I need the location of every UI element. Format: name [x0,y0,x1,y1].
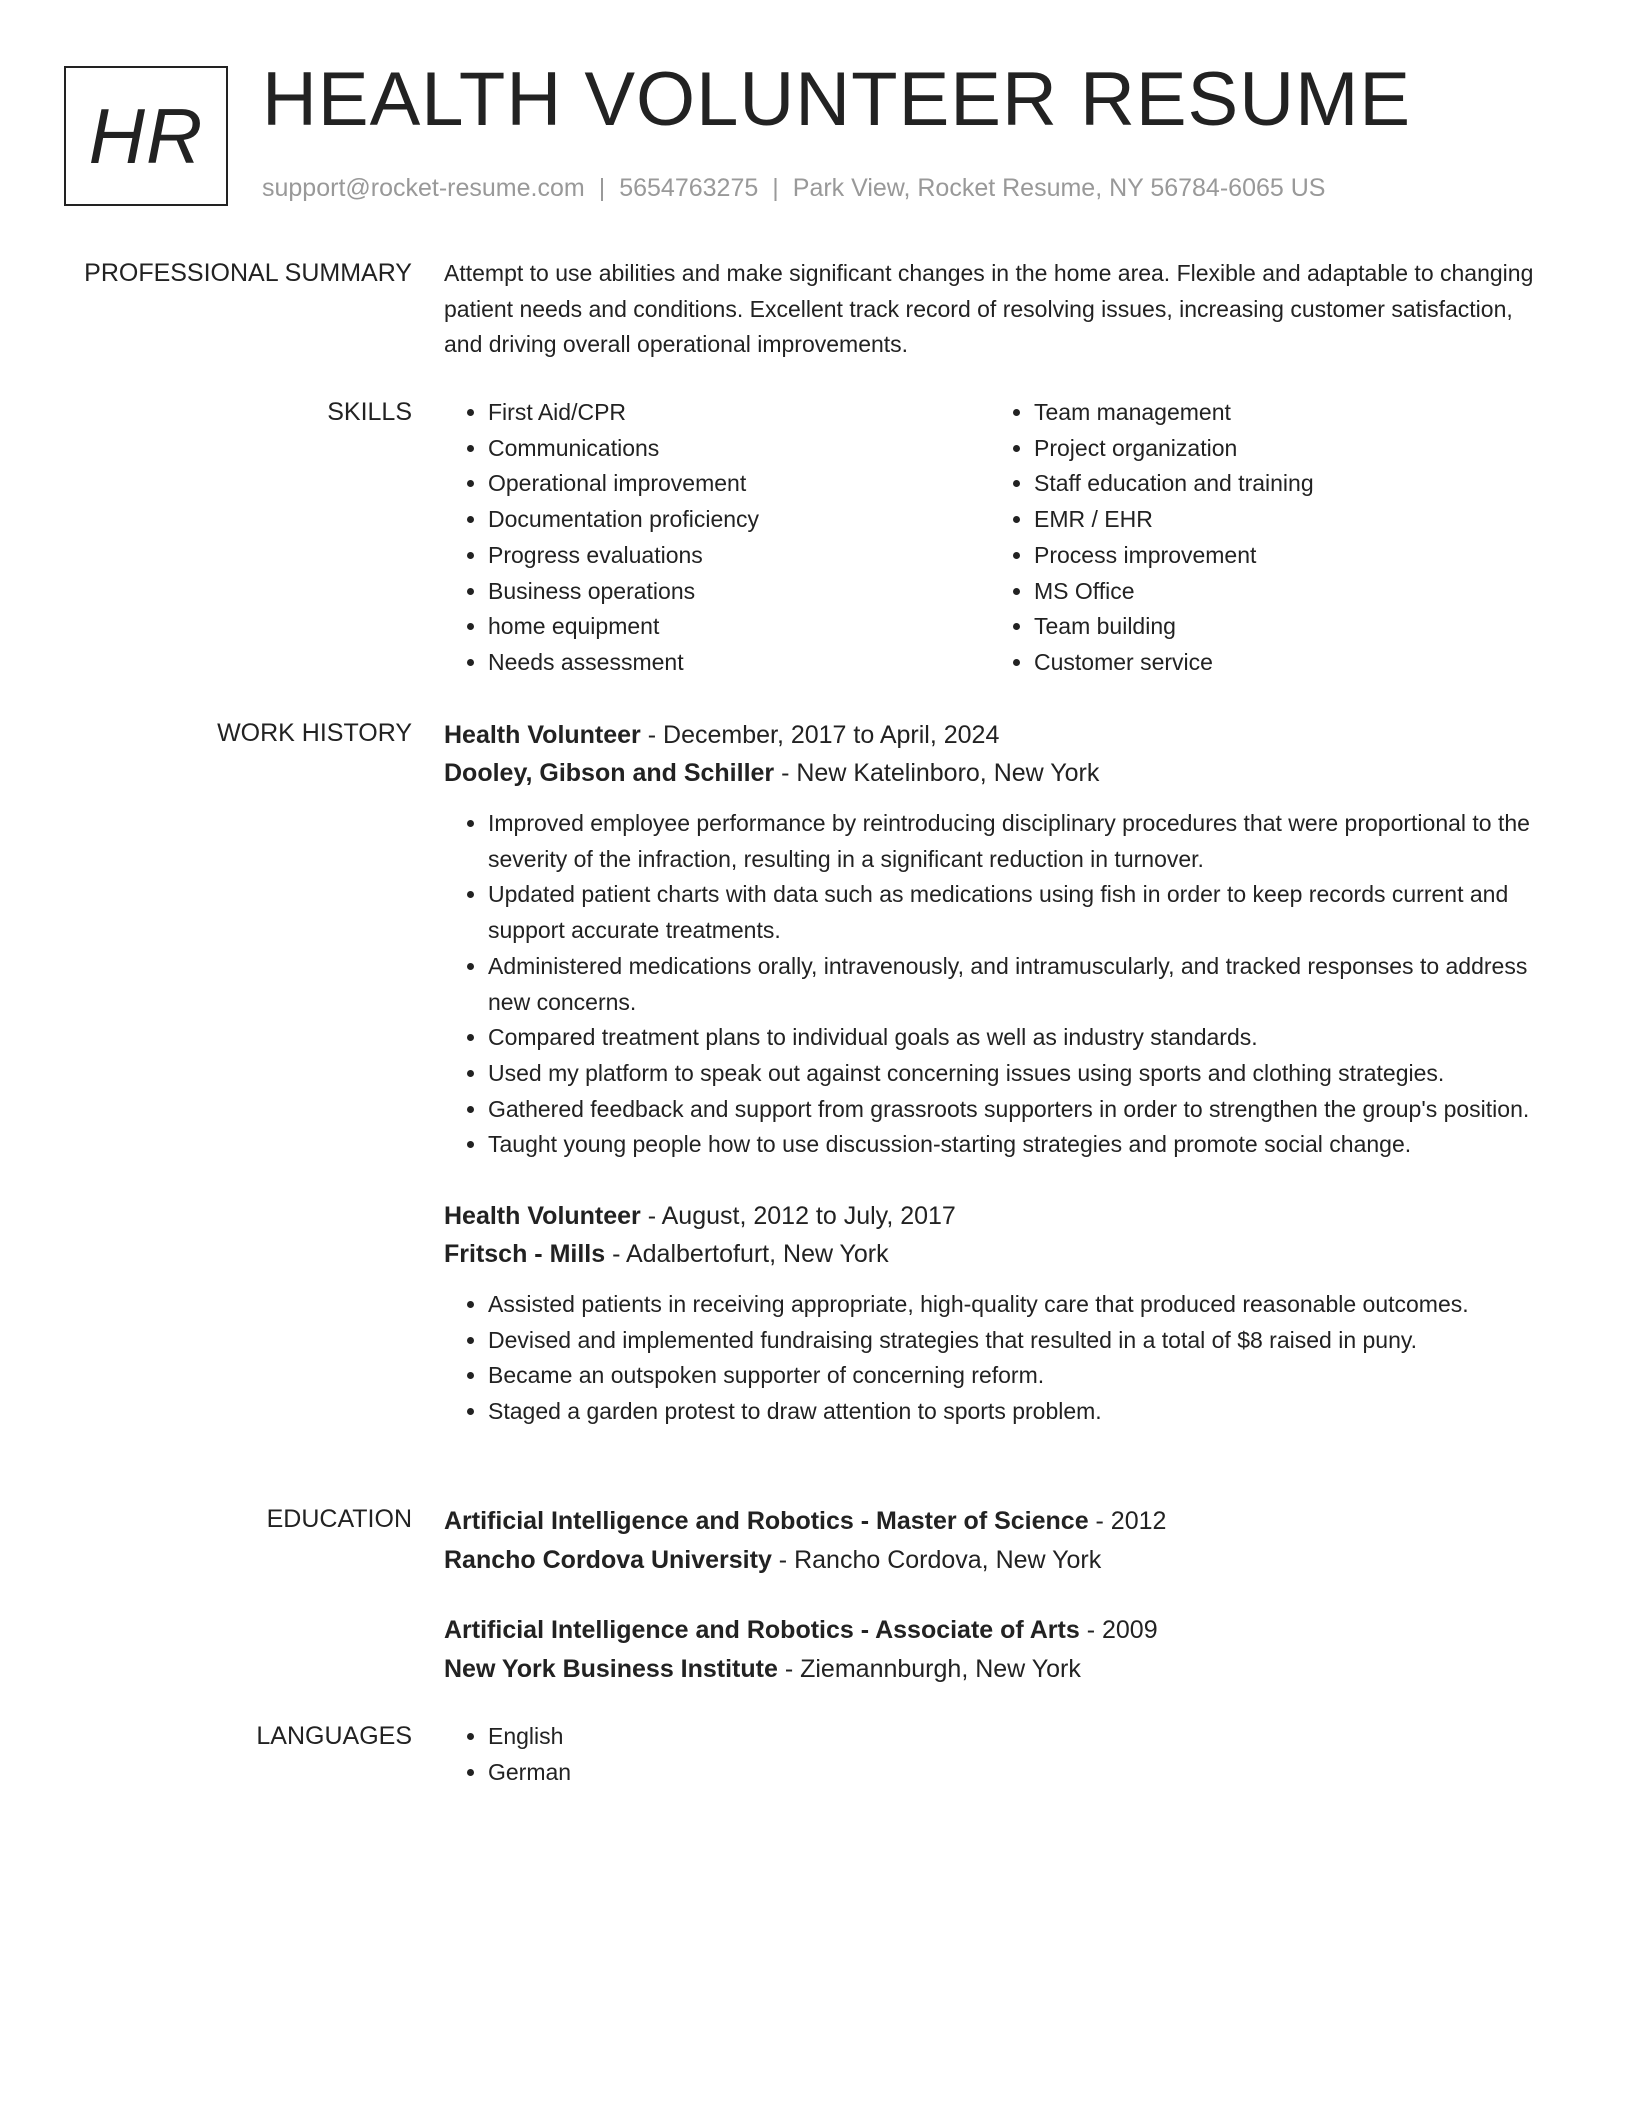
page-title: HEALTH VOLUNTEER RESUME [262,57,1412,142]
skill-item: • Customer service [1034,645,1536,681]
job-bullet: • Assisted patients in receiving appropriate, high-quality care that produced reasonable outcomes. [488,1287,1554,1323]
skill-item: • Business operations [488,574,990,610]
job-bullet: • Compared treatment plans to individual goals as well as industry standards. [488,1020,1554,1056]
job-company-line [444,1235,1554,1273]
degree-name: Artificial Intelligence and Robotics - Associate of Arts [444,1616,1080,1644]
degree-name: Artificial Intelligence and Robotics - Master of Science [444,1507,1089,1535]
job-bullet-list [444,806,1554,1163]
job-company: Dooley, Gibson and Schiller [444,759,775,787]
job-title: Health Volunteer [444,721,641,749]
skill-item: • home equipment [488,609,990,645]
contact-line [262,174,1325,203]
job-bullet: • Became an outspoken supporter of concerning reform. [488,1358,1554,1394]
job-company: Fritsch - Mills [444,1240,606,1269]
monogram-logo: HR [64,66,228,206]
job-bullet: • Staged a garden protest to draw attention to sports problem. [488,1394,1554,1430]
languages-body [444,1719,1554,1790]
skill-item: • EMR / EHR [1034,502,1536,538]
degree-line [444,1611,1554,1650]
skills-list-left [444,395,990,681]
school-name: New York Business Institute [444,1655,778,1683]
languages-list [444,1719,1554,1790]
job-location: - Adalbertofurt, New York [605,1240,889,1269]
job-company-line [444,754,1554,792]
job-bullet: • Improved employee performance by reintroducing disciplinary procedures that were proportional to the severity of the infraction, resulting in a significant reduction in turnover. [488,806,1554,877]
summary-text: Attempt to use abilities and make significant changes in the home area. Flexible and adaptable to changing patient needs and conditions. Excellent track record of resolving issues, increasing customer satisfaction, and driving overall operational improvements. [444,260,1534,358]
summary-body [444,256,1554,363]
job-title-line [444,1197,1554,1235]
skills-list-right [990,395,1536,681]
school-line [444,1650,1554,1689]
skill-item: • First Aid/CPR [488,395,990,431]
skill-item: • Communications [488,431,990,467]
job-bullet: • Devised and implemented fundraising strategies that resulted in a total of $8 raised in puny. [488,1323,1554,1359]
skills-label: SKILLS [327,398,412,426]
skill-item: • Documentation proficiency [488,502,990,538]
job-bullet: • Gathered feedback and support from grassroots supporters in order to strengthen the group's position. [488,1092,1554,1128]
education-entry [444,1502,1554,1580]
contact-phone[interactable]: 5654763275 [619,174,759,202]
job-title-line [444,716,1554,754]
summary-label: PROFESSIONAL SUMMARY [84,259,412,287]
skill-item: • Project organization [1034,431,1536,467]
job-bullet: • Taught young people how to use discussion-starting strategies and promote social change. [488,1127,1554,1163]
job-bullet: • Updated patient charts with data such as medications using fish in order to keep records current and support accurate treatments. [488,877,1554,948]
skill-item: • Team management [1034,395,1536,431]
degree-line [444,1502,1554,1541]
language-item: • English [488,1719,1554,1755]
school-line [444,1541,1554,1580]
job-dates: - December, 2017 to April, 2024 [640,721,1000,749]
work-history-label: WORK HISTORY [217,719,412,747]
contact-separator: | [598,174,606,202]
contact-email[interactable]: support@rocket-resume.com [262,174,585,202]
education-label: EDUCATION [266,1505,412,1533]
job-bullet: • Used my platform to speak out against concerning issues using sports and clothing strategies. [488,1056,1554,1092]
degree-year: - 2012 [1088,1507,1167,1535]
job-entry [444,1197,1554,1430]
skill-item: • Team building [1034,609,1536,645]
skill-item: • Process improvement [1034,538,1536,574]
skill-item: • Needs assessment [488,645,990,681]
school-location: - Rancho Cordova, New York [771,1546,1102,1574]
job-entry [444,716,1554,1163]
job-location: - New Katelinboro, New York [774,759,1100,787]
skill-item: • Staff education and training [1034,466,1536,502]
job-title: Health Volunteer [444,1202,641,1231]
languages-label: LANGUAGES [256,1722,412,1750]
job-dates: - August, 2012 to July, 2017 [640,1202,956,1231]
school-name: Rancho Cordova University [444,1546,772,1574]
degree-year: - 2009 [1079,1616,1158,1644]
contact-separator: | [772,174,779,202]
language-item: • German [488,1755,1554,1791]
contact-address: Park View, Rocket Resume, NY 56784-6065 US [792,174,1326,202]
education-entry [444,1611,1554,1689]
work-history-body [444,716,1554,1430]
skill-item: • Progress evaluations [488,538,990,574]
job-bullet-list [444,1287,1554,1430]
skill-item: • MS Office [1034,574,1536,610]
job-bullet: • Administered medications orally, intravenously, and intramuscularly, and tracked responses to address new concerns. [488,949,1554,1020]
skills-body [444,395,1554,681]
school-location: - Ziemannburgh, New York [777,1655,1081,1683]
skill-item: • Operational improvement [488,466,990,502]
education-body [444,1502,1554,1689]
